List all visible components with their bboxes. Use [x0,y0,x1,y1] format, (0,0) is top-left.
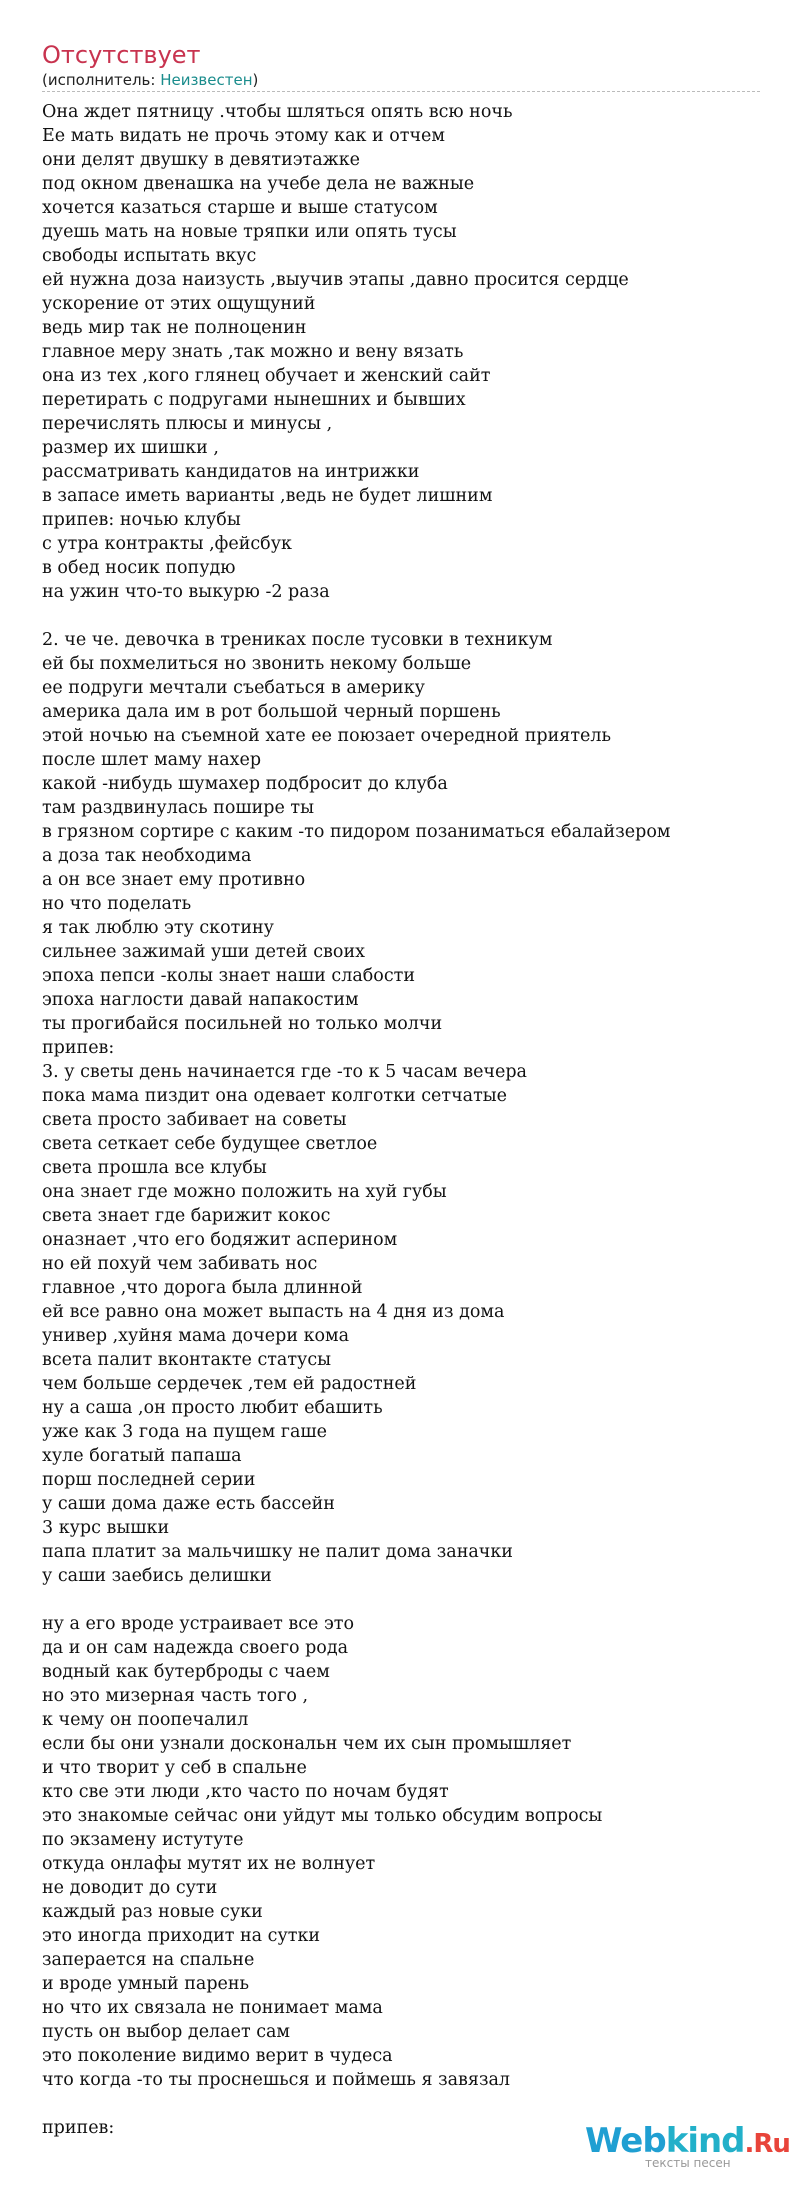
lyric-line: не доводит до сути [42,1878,218,1898]
lyric-line: 2. че че. девочка в трениках после тусовки в техникум [42,630,553,650]
lyric-line: уже как 3 года на пущем гаше [42,1422,328,1442]
lyric-line: порш последней серии [42,1470,256,1490]
lyric-line: ускорение от этих ощущуний [42,294,316,314]
lyric-line: света прошла все клубы [42,1158,267,1178]
lyric-line: этой ночью на съемной хате ее поюзает очередной приятель [42,726,611,746]
lyric-line: ей нужна доза наизусть ,выучив этапы ,давно просится сердце [42,270,629,290]
lyric-line: что когда -то ты проснешься и поймешь я завязал [42,2070,511,2090]
lyric-line: ей бы похмелиться но звонить некому больше [42,654,472,674]
lyric-line: это иногда приходит на сутки [42,1926,321,1946]
lyric-line: пусть он выбор делает сам [42,2022,291,2042]
lyric-line [42,2092,782,2116]
lyric-line: каждый раз новые суки [42,1902,263,1922]
lyric-line: но ей похуй чем забивать нос [42,1254,318,1274]
lyric-line: Она ждет пятницу .чтобы шляться опять всю ночь [42,102,513,122]
lyric-line: света знает где барижит кокос [42,1206,331,1226]
logo-ru: .Ru [744,2129,790,2159]
lyric-line: да и он сам надежда своего рода [42,1638,349,1658]
lyric-line: водный как бутерброды с чаем [42,1662,330,1682]
lyric-line: света сеткает себе будущее светлое [42,1134,378,1154]
lyric-line: главное меру знать ,так можно и вену вязать [42,342,464,362]
lyric-line: а он все знает ему противно [42,870,306,890]
lyric-line: но это мизерная часть того , [42,1686,309,1706]
lyric-line: ты прогибайся посильней но только молчи [42,1014,443,1034]
lyric-line: кто све эти люди ,кто часто по ночам будят [42,1782,449,1802]
lyric-line: ей все равно она может выпасть на 4 дня из дома [42,1302,505,1322]
lyric-line: но что поделать [42,894,192,914]
lyric-line: Ее мать видать не прочь этому как и отчем [42,126,445,146]
lyric-line: хуле богатый папаша [42,1446,242,1466]
lyric-line: если бы они узнали доскональн чем их сын промышляет [42,1734,572,1754]
lyric-line: оназнает ,что его бодяжит асперином [42,1230,398,1250]
lyric-line: света просто забивает на советы [42,1110,347,1130]
lyric-line: всета палит вконтакте статусы [42,1350,332,1370]
lyric-line: и вроде умный парень [42,1974,250,1994]
lyric-line: в обед носик попудю [42,558,236,578]
lyric-line: эпоха наглости давай напакостим [42,990,359,1010]
lyric-line: универ ,хуйня мама дочери кома [42,1326,350,1346]
performer-line [42,70,760,92]
lyric-line: перетирать с подругами нынешних и бывших [42,390,466,410]
lyric-line: хочется казаться старше и выше статусом [42,198,438,218]
lyric-line: какой -нибудь шумахер подбросит до клуба [42,774,448,794]
lyrics-text [42,100,782,2140]
lyric-line: я так люблю эту скотину [42,918,274,938]
lyric-line: откуда онлафы мутят их не волнует [42,1854,376,1874]
lyric-line: после шлет маму нахер [42,750,262,770]
performer-suffix: ) [252,71,259,89]
lyric-line: ну а саша ,он просто любит ебашить [42,1398,383,1418]
lyric-line: припев: [42,1038,115,1058]
song-title: Отсутствует [42,41,201,69]
lyric-line: она знает где можно положить на хуй губы [42,1182,447,1202]
lyric-line: ее подруги мечтали съебаться в америку [42,678,425,698]
lyric-line: размер их шишки , [42,438,219,458]
lyric-line: ведь мир так не полноценин [42,318,307,338]
lyric-line: с утра контракты ,фейсбук [42,534,292,554]
lyric-line: у саши заебись делишки [42,1566,272,1586]
lyric-line: в грязном сортире с каким -то пидором позаниматься ебалайзером [42,822,671,842]
lyric-line: перечислять плюсы и минусы , [42,414,333,434]
site-logo[interactable] [585,2121,790,2172]
lyric-line: главное ,что дорога была длинной [42,1278,363,1298]
logo-web: Web [585,2121,666,2161]
lyric-line: припев: ночью клубы [42,510,241,530]
lyric-line: свободы испытать вкус [42,246,257,266]
lyric-line: ну а его вроде устраивает все это [42,1614,354,1634]
lyric-line: на ужин что-то выкурю -2 раза [42,582,330,602]
lyric-line: но что их связала не понимает мама [42,1998,383,2018]
lyric-line: чем больше сердечек ,тем ей радостней [42,1374,417,1394]
lyric-line: там раздвинулась пошире ты [42,798,315,818]
lyric-line: 3 курс вышки [42,1518,170,1538]
lyric-line: они делят двушку в девятиэтажке [42,150,361,170]
lyric-line: америка дала им в рот большой черный поршень [42,702,501,722]
lyric-line: это поколение видимо верит в чудеса [42,2046,393,2066]
lyric-line: 3. у светы день начинается где -то к 5 часам вечера [42,1062,527,1082]
lyric-line: дуешь мать на новые тряпки или опять тусы [42,222,457,242]
performer-prefix: (исполнитель: [42,71,161,89]
lyric-line [42,1588,782,1612]
song-header [42,40,760,92]
lyric-line: эпоха пепси -колы знает наши слабости [42,966,415,986]
lyric-line: папа платит за мальчишку не палит дома заначки [42,1542,513,1562]
lyric-line: и что творит у себ в спальне [42,1758,307,1778]
lyric-line: припев: [42,2118,115,2138]
lyric-line: сильнее зажимай уши детей своих [42,942,365,962]
lyric-line: к чему он поопечалил [42,1710,249,1730]
lyric-line: под окном двенашка на учебе дела не важные [42,174,475,194]
performer-link[interactable]: Неизвестен [160,71,253,89]
lyric-line: заперается на спальне [42,1950,255,1970]
lyric-line: по экзамену истутуте [42,1830,244,1850]
lyric-line: это знакомые сейчас они уйдут мы только обсудим вопросы [42,1806,603,1826]
lyric-line: пока мама пиздит она одевает колготки сетчатые [42,1086,508,1106]
lyric-line: у саши дома даже есть бассейн [42,1494,335,1514]
lyric-line [42,604,782,628]
lyric-line: а доза так необходима [42,846,252,866]
lyric-line: рассматривать кандидатов на интрижки [42,462,420,482]
logo-kind: kind [665,2121,745,2161]
lyric-line: она из тех ,кого глянец обучает и женский сайт [42,366,491,386]
logo-subtitle: тексты песен [645,2156,731,2170]
lyric-line: в запасе иметь варианты ,ведь не будет лишним [42,486,493,506]
